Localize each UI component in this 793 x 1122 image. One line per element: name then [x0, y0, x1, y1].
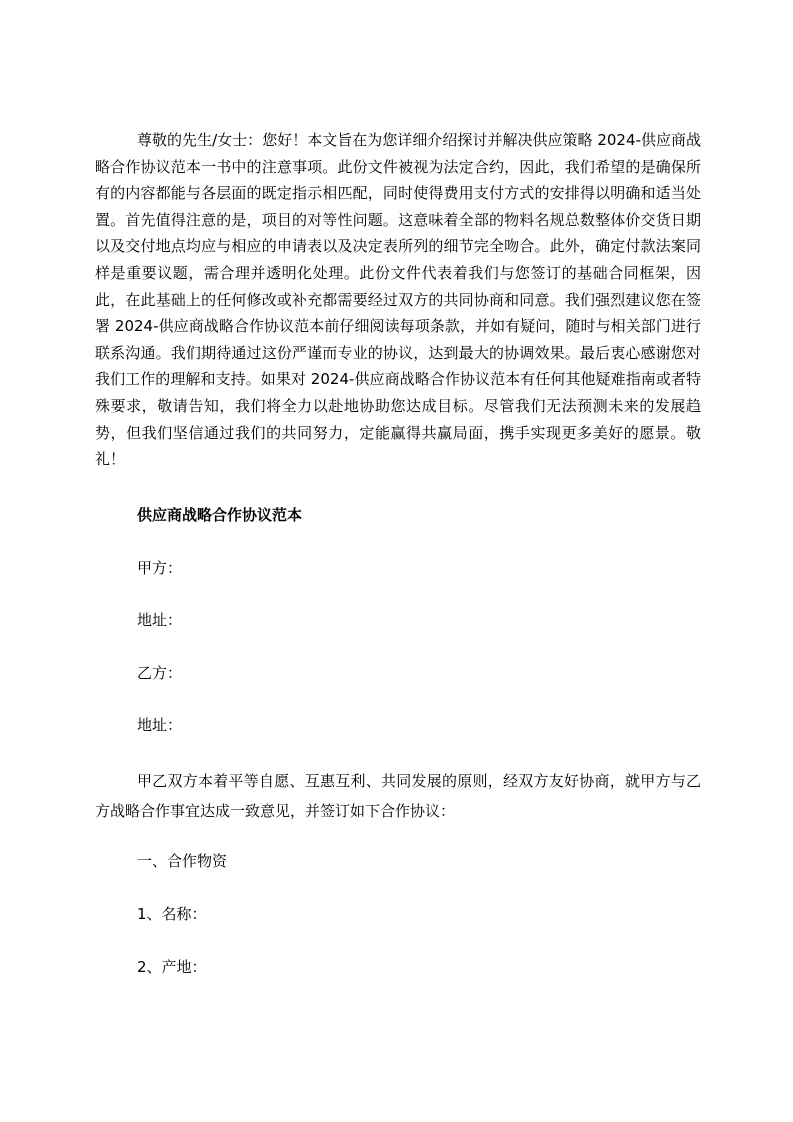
agreement-paragraph: 甲乙双方本着平等自愿、互惠互利、共同发展的原则，经双方友好协商，就甲方与乙方战略合作事宜达成一致意见，并签订如下合作协议：: [95, 772, 701, 820]
intro-paragraph: 尊敬的先生/女士：您好！本文旨在为您详细介绍探讨并解决供应策略 2024-供应商战略合作协议范本一书中的注意事项。此份文件被视为法定合约，因此，我们希望的是确保所有的内容都能与各层面的既定指示相匹配，同时使得费用支付方式的安排得以明确和适当处置。首先值得注意的是，项目的对等性问题。这意味着全部的物料名规总数整体价交货日期以及交付地点均应与相应的申请表以及决定表所列的细节完全吻合。此外，确定付款法案同样是重要议题，需合理并透明化处理。此份文件代表着我们与您签订的基础合同框架，因此，在此基础上的任何修改或补充都需要经过双方的共同协商和同意。我们强烈建议您在签署 2024-供应商战略合作协议范本前仔细阅读每项条款，并如有疑问，随时与相关部门进行联系沟通。我们期待通过这份严谨而专业的协议，达到最大的协调效果。最后衷心感谢您对我们工作的理解和支持。如果对 2024-供应商战略合作协议范本有任何其他疑难指南或者特殊要求，敬请告知，我们将全力以赴地协助您达成目标。尽管我们无法预测未来的发展趋势，但我们坚信通过我们的共同努力，定能赢得共赢局面，携手实现更多美好的愿景。敬礼！: [95, 131, 701, 469]
party-b-address-label: 地址：: [137, 716, 183, 734]
party-a-address-label: 地址：: [137, 611, 183, 629]
party-a-label: 甲方：: [137, 559, 183, 577]
agreement-title: 供应商战略合作协议范本: [137, 506, 303, 524]
party-b-label: 乙方：: [137, 664, 183, 682]
item-1-name-label: 1、名称：: [137, 905, 207, 923]
item-2-origin-label: 2、产地：: [137, 958, 207, 976]
section-1-heading: 一、合作物资: [137, 852, 228, 870]
